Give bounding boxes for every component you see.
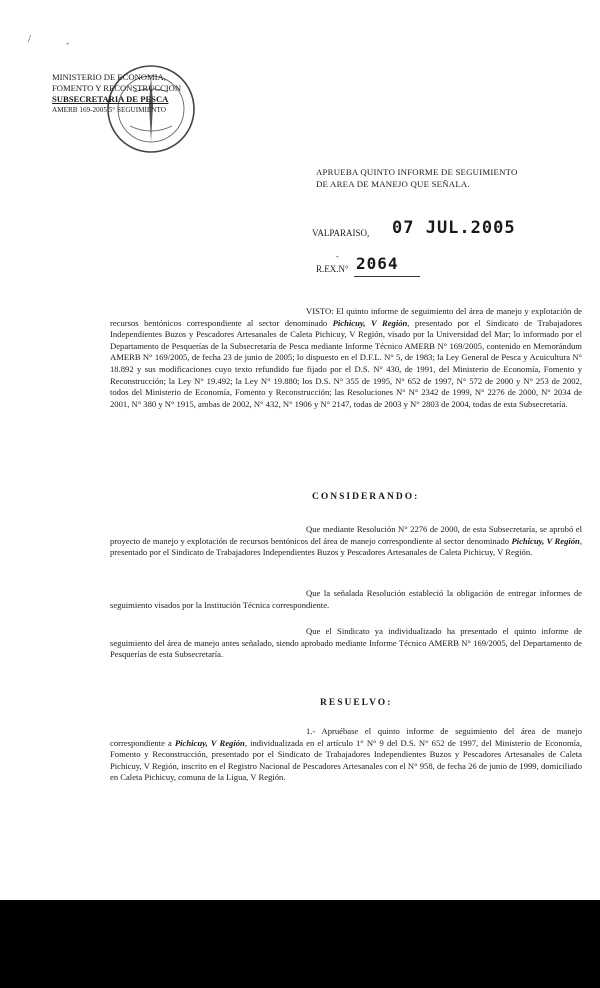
considerando-p1-text-b: , presentado por el Sindicato de Trabajadores Independientes Buzos y Pescadores Artesanales de Caleta Pichicuy, V Región. xyxy=(110,535,582,558)
resolution-number-label: R.EX.N° xyxy=(316,264,349,274)
margin-mark: / xyxy=(28,34,31,45)
subsecretaria-line: SUBSECRETARIA DE PESCA xyxy=(52,94,169,104)
resolution-number: 2064 xyxy=(356,254,399,273)
resuelvo-paragraph-1 xyxy=(110,726,582,784)
ministry-line-2: FOMENTO Y RECONSTRUCCION xyxy=(52,83,182,93)
resuelvo-p1-text-a: 1.- Apruébase el quinto informe de seguimiento del área de manejo correspondiente a xyxy=(110,726,582,748)
considerando-paragraph-2 xyxy=(110,588,582,611)
margin-tick: - xyxy=(336,252,339,261)
resolution-number-underline xyxy=(354,276,420,277)
considerando-p3-text: Que el Sindicato ya individualizado ha presentado el quinto informe de seguimiento del área de manejo antes señalado, siendo aprobado mediante Informe Técnico AMERB N° 169/2005, del Departamento de Pesquerías de esta Subsecretaría. xyxy=(110,626,582,660)
place-date-line xyxy=(312,218,572,242)
resolution-number-line xyxy=(316,252,516,282)
resuelvo-p1-sector: Pichicuy, V Región xyxy=(174,737,245,748)
ministry-header xyxy=(52,72,222,116)
resuelvo-p1-text-b: , individualizada en el artículo 1° N° 9 del D.S. N° 652 de 1997, del Ministerio de Economía, Fomento y Reconstrucción, presentado por el Sindicato de Trabajadores Independientes Buzos y Pescadores Artesanales de Caleta Pichicuy, V Región, inscrito en el Registro Nacional de Pescadores Artesanales con el N° 958, de fecha 26 de junio de 1999, domiciliado en Caleta Pichicuy, comuna de la Ligua, V Región. xyxy=(110,737,582,783)
considerando-paragraph-3 xyxy=(110,626,582,661)
considerando-paragraph-1 xyxy=(110,524,582,559)
visto-text-b: , presentado por el Sindicato de Trabajadores Independientes Buzos y Pescadores Artesanales de Caleta Pichicuy, V Región, visado por la Universidad del Mar; lo informado por el Departamento de Pesquerías de la Subsecretaría de Pesca mediante Informe Técnico AMERB N° 169/2005, contenido en Memorándum AMERB N° 169/2005, de fecha 23 de junio de 2005; lo dispuesto en el D.F.L. N° 5, de 1983; la Ley General de Pesca y Acuicultura N° 18.892 y sus modificaciones cuyo texto refundido fue fijado por el D.S. N° 430, de 1991, del Ministerio de Economía, Fomento y Reconstrucción; la Ley N° 19.492; la Ley N° 19.880; los D.S. N° 355 de 1995, N° 652 de 1997, N° 572 de 2000 y N° 253 de 2002, todos del Ministerio de Economía, Fomento y Reconstrucción; las Resoluciones N° N° 2342 de 1999, N° 2276 de 2000, N° 2034 de 2001, N° 380 y N° 1915, ambas de 2002, N° 432, N° 1906 y N° 2147, todas de 2003 y N° 2803 de 2004, todas de esta Subsecretaría. xyxy=(110,317,582,409)
considerando-p1-text-a: Que mediante Resolución N° 2276 de 2000, de esta Subsecretaría, se aprobó el proyecto de manejo y explotación de recursos bentónicos del área de manejo correspondiente al sector denominado xyxy=(110,524,582,546)
document-code: AMERB 169-2005 5° SEGUIMIENTO xyxy=(52,106,166,114)
visto-paragraph xyxy=(110,306,582,410)
subject-line-2: DE AREA DE MANEJO QUE SEÑALA. xyxy=(316,179,470,189)
date-stamp: 07 JUL.2005 xyxy=(392,218,516,238)
subject-line-1: APRUEBA QUINTO INFORME DE SEGUIMIENTO xyxy=(316,167,518,177)
considerando-p1-sector: Pichicuy, V Región xyxy=(511,535,580,546)
scan-bottom-border xyxy=(0,900,600,988)
considerando-heading: CONSIDERANDO: xyxy=(312,492,420,502)
considerando-p2-text: Que la señalada Resolución estableció la obligación de entregar informes de seguimiento visados por la Institución Técnica correspondiente. xyxy=(110,588,582,610)
place-label: VALPARAISO, xyxy=(312,228,370,238)
visto-text-a: VISTO: El quinto informe de seguimiento del área de manejo y explotación de recursos bentónicos correspondiente al sector denominado xyxy=(110,306,582,328)
margin-dash: - xyxy=(66,38,69,48)
resolution-subject xyxy=(316,166,566,190)
ministry-line-1: MINISTERIO DE ECONOMIA, xyxy=(52,72,166,82)
resuelvo-heading: RESUELVO: xyxy=(320,698,393,708)
visto-sector: Pichicuy, V Región xyxy=(332,317,408,328)
